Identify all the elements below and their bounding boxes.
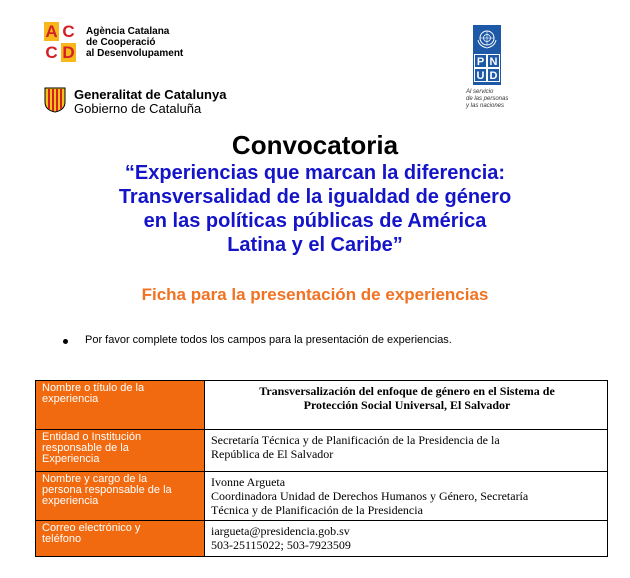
pnud-tagline-line: de las personas — [466, 96, 509, 102]
field-label-line: responsable de la — [42, 442, 129, 454]
field-value-line: República de El Salvador — [211, 447, 334, 461]
accd-logo-letter: C — [62, 22, 75, 41]
field-value-line: Transversalización del enfoque de género en el Sistema de — [259, 384, 555, 398]
accd-logo-letter: D — [62, 43, 75, 62]
field-value — [205, 472, 608, 521]
subtitle-line: Latina y el Caribe” — [227, 234, 403, 256]
field-label — [36, 430, 205, 472]
subtitle-line: Transversalidad de la igualdad de género — [118, 186, 512, 208]
section-title: Ficha para la presentación de experiencias — [141, 285, 489, 304]
field-label — [36, 472, 205, 521]
field-value-line: iargueta@presidencia.gob.sv — [211, 524, 350, 538]
subtitle — [20, 161, 610, 257]
field-value-line: Coordinadora Unidad de Derechos Humanos y Género, Secretaría — [211, 489, 529, 503]
pnud-logo — [473, 25, 501, 85]
bullet-icon — [63, 339, 68, 344]
field-label-line: teléfono — [42, 533, 82, 545]
accd-name — [86, 26, 183, 59]
field-value — [205, 381, 608, 430]
generalitat-subname: Gobierno de Cataluña — [74, 101, 202, 116]
field-value — [205, 521, 608, 557]
field-value-line: Técnica y de Planificación de la Presidencia — [211, 503, 423, 517]
field-value — [205, 430, 608, 472]
field-value-line: Protección Social Universal, El Salvador — [303, 398, 511, 412]
pnud-letter: N — [487, 54, 500, 68]
accd-logo — [44, 22, 76, 62]
pnud-letter: U — [474, 68, 487, 82]
field-label-line: experiencia — [42, 393, 99, 405]
field-label-line: persona responsable de la — [42, 484, 172, 496]
field-label-line: experiencia — [42, 495, 99, 507]
field-label — [36, 521, 205, 557]
accd-name-line: al Desenvolupament — [86, 48, 184, 59]
table-row — [36, 521, 608, 557]
generalitat-name: Generalitat de Catalunya — [74, 87, 227, 102]
generalitat-emblem-icon — [44, 87, 66, 113]
pnud-tagline-line: y las naciones — [466, 103, 505, 109]
field-value-line: Secretaría Técnica y de Planificación de la Presidencia de la — [211, 433, 500, 447]
instruction-text: Por favor complete todos los campos para la presentación de experiencias. — [85, 334, 452, 346]
subtitle-line: en las políticas públicas de América — [143, 210, 487, 232]
field-label-line: Entidad o Institución — [42, 431, 142, 443]
page-title: Convocatoria — [231, 130, 399, 160]
accd-name-line: Agència Catalana — [86, 26, 170, 37]
field-label-line: Nombre y cargo de la — [42, 473, 148, 485]
pnud-tagline — [466, 89, 526, 110]
subtitle-line: “Experiencias que marcan la diferencia: — [124, 162, 506, 184]
accd-logo-letter: A — [45, 22, 58, 41]
table-row — [36, 381, 608, 430]
pnud-tagline-line: Al servicio — [466, 89, 494, 95]
form-table — [35, 380, 608, 557]
accd-logo-letter: C — [45, 43, 58, 62]
table-row — [36, 430, 608, 472]
field-value-line: Ivonne Argueta — [211, 475, 286, 489]
table-row — [36, 472, 608, 521]
field-label — [36, 381, 205, 430]
field-label-line: Nombre o título de la — [42, 382, 145, 394]
field-value-line: 503-25115022; 503-7923509 — [211, 538, 351, 552]
pnud-letter: D — [487, 68, 500, 82]
field-label-line: Experiencia — [42, 453, 100, 465]
field-label-line: Correo electrónico y — [42, 522, 141, 534]
accd-name-line: de Cooperació — [86, 37, 156, 48]
pnud-letter: P — [474, 54, 487, 68]
un-emblem-icon — [475, 28, 499, 50]
